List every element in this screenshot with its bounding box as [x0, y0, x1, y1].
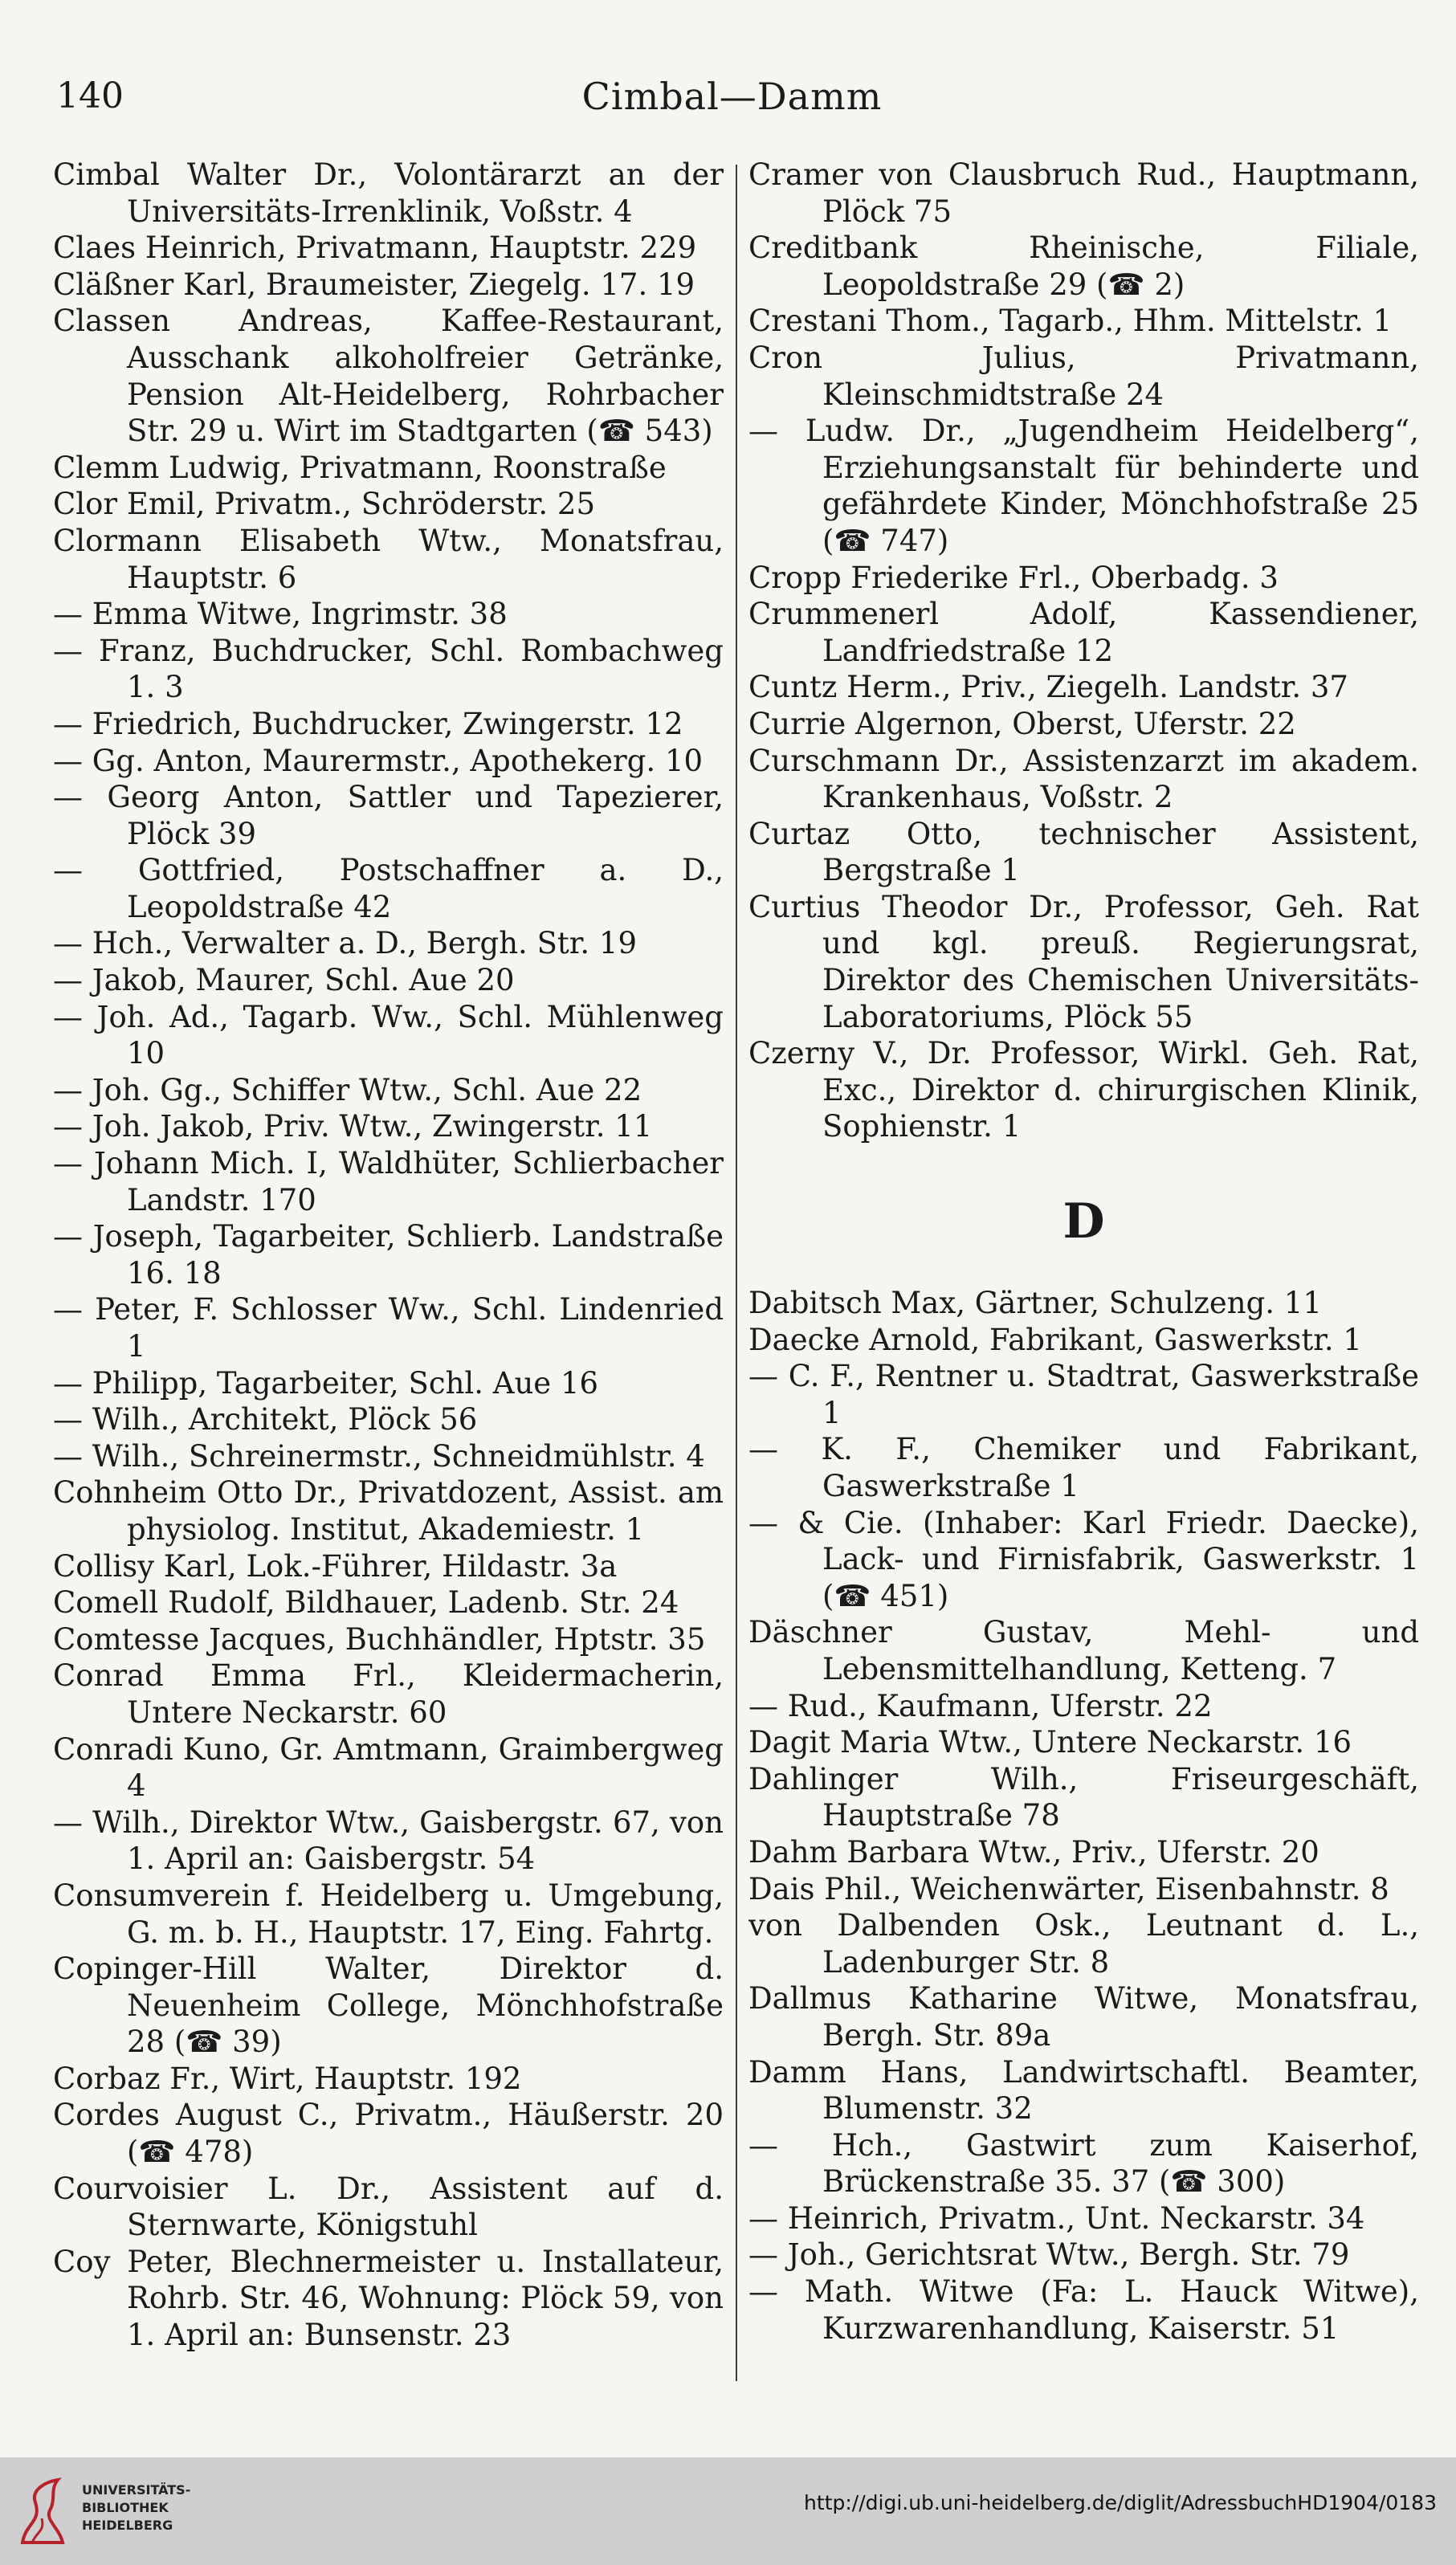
directory-entry: — Rud., Kaufmann, Uferstr. 22 — [748, 1688, 1213, 1723]
directory-entry: Cron Julius, Privatmann, Kleinschmidtstraße 24 — [748, 340, 1419, 412]
directory-entry: Courvoisier L. Dr., Assistent auf d. Sternwarte, Königstuhl — [53, 2171, 724, 2243]
directory-entry: Cimbal Walter Dr., Volontärarzt an der Universitäts-Irrenklinik, Voßstr. 4 — [53, 157, 724, 229]
directory-entry: Conradi Kuno, Gr. Amtmann, Graimbergweg 4 — [53, 1731, 724, 1804]
directory-entry: — Heinrich, Privatm., Unt. Neckarstr. 34 — [748, 2200, 1365, 2236]
directory-entry: — Ludw. Dr., „Jugendheim Heidelberg“, Erziehungsanstalt für behinderte und gefährdete Kinder, Mönchhofstraße 25 (☎ 747) — [748, 414, 1419, 558]
directory-entry: Cuntz Herm., Priv., Ziegelh. Landstr. 37 — [748, 670, 1348, 705]
directory-entry: Creditbank Rheinische, Filiale, Leopoldstraße 29 (☎ 2) — [748, 230, 1419, 302]
directory-entry: — Wilh., Architekt, Plöck 56 — [53, 1402, 478, 1437]
left-column — [53, 157, 724, 2389]
directory-entry: von Dalbenden Osk., Leutnant d. L., Ladenburger Str. 8 — [748, 1908, 1419, 1980]
directory-entry: Däschner Gustav, Mehl- und Lebensmittelhandlung, Ketteng. 7 — [748, 1615, 1419, 1686]
right-column-top — [748, 157, 1419, 1145]
directory-entry: Curtius Theodor Dr., Professor, Geh. Rat und kgl. preuß. Regierungsrat, Direktor des Chemischen Universitäts-Laboratoriums, Plöck 55 — [748, 889, 1419, 1034]
directory-entry: — Gg. Anton, Maurermstr., Apothekerg. 10 — [53, 743, 704, 778]
directory-entry: Cohnheim Otto Dr., Privatdozent, Assist. am physiolog. Institut, Akademiestr. 1 — [53, 1475, 724, 1547]
directory-entry: — Math. Witwe (Fa: L. Hauck Witwe), Kurzwarenhandlung, Kaiserstr. 51 — [748, 2274, 1419, 2346]
directory-entry: Dagit Maria Wtw., Untere Neckarstr. 16 — [748, 1725, 1352, 1760]
directory-entry: — Gottfried, Postschaffner a. D., Leopoldstraße 42 — [53, 853, 724, 924]
directory-entry: — Joh. Jakob, Priv. Wtw., Zwingerstr. 11 — [53, 1109, 653, 1144]
directory-entry: Clemm Ludwig, Privatmann, Roonstraße — [53, 450, 667, 485]
directory-columns — [53, 157, 1419, 2389]
library-footer — [0, 2457, 1456, 2565]
directory-entry: — Emma Witwe, Ingrimstr. 38 — [53, 597, 508, 632]
directory-entry: Dabitsch Max, Gärtner, Schulzeng. 11 — [748, 1286, 1322, 1321]
page-header — [56, 68, 1408, 133]
directory-entry: — C. F., Rentner u. Stadtrat, Gaswerkstraße 1 — [748, 1359, 1419, 1430]
directory-entry: — Hch., Verwalter a. D., Bergh. Str. 19 — [53, 926, 638, 961]
directory-entry: — Jakob, Maurer, Schl. Aue 20 — [53, 963, 515, 998]
library-name — [82, 2481, 190, 2534]
directory-entry: — Joh. Ad., Tagarb. Ww., Schl. Mühlenweg 10 — [53, 999, 724, 1071]
directory-entry: Cordes August C., Privatm., Häußerstr. 20 (☎ 478) — [53, 2098, 724, 2170]
directory-entry: Damm Hans, Landwirtschaftl. Beamter, Blumenstr. 32 — [748, 2054, 1419, 2127]
directory-entry: Collisy Karl, Lok.-Führer, Hildastr. 3a — [53, 1548, 618, 1584]
directory-entry: — & Cie. (Inhaber: Karl Friedr. Daecke), Lack- und Firnisfabrik, Gaswerkstr. 1 (☎ 451) — [748, 1505, 1419, 1613]
directory-entry: Curschmann Dr., Assistenzarzt im akadem. Krankenhaus, Voßstr. 2 — [748, 743, 1419, 815]
directory-entry: — Wilh., Direktor Wtw., Gaisbergstr. 67, von 1. April an: Gaisbergstr. 54 — [53, 1804, 724, 1877]
directory-entry: Corbaz Fr., Wirt, Hauptstr. 192 — [53, 2061, 522, 2096]
directory-entry: Dahm Barbara Wtw., Priv., Uferstr. 20 — [748, 1834, 1319, 1870]
directory-entry: Curtaz Otto, technischer Assistent, Bergstraße 1 — [748, 816, 1419, 888]
directory-entry: Consumverein f. Heidelberg u. Umgebung, G. m. b. H., Hauptstr. 17, Eing. Fahrtg. — [53, 1878, 724, 1950]
right-column-bottom — [748, 1285, 1419, 2347]
directory-entry: Cramer von Clausbruch Rud., Hauptmann, Plöck 75 — [748, 157, 1419, 229]
directory-entry: — Georg Anton, Sattler und Tapezierer, Plöck 39 — [53, 780, 724, 851]
directory-entry: Comell Rudolf, Bildhauer, Ladenb. Str. 24 — [53, 1585, 679, 1621]
directory-entry: — Philipp, Tagarbeiter, Schl. Aue 16 — [53, 1365, 599, 1401]
library-logo-icon — [18, 2475, 67, 2547]
directory-entry: Classen Andreas, Kaffee-Restaurant, Ausschank alkoholfreier Getränke, Pension Alt-Heidelberg, Rohrbacher Str. 29 u. Wirt im Stadtgarten (☎ 543) — [53, 304, 724, 449]
directory-entry: — Johann Mich. I, Waldhüter, Schlierbacher Landstr. 170 — [53, 1146, 724, 1217]
directory-entry: Cläßner Karl, Braumeister, Ziegelg. 17. 19 — [53, 267, 695, 302]
directory-entry: Coy Peter, Blechnermeister u. Installateur, Rohrb. Str. 46, Wohnung: Plöck 59, von 1. April an: Bunsenstr. 23 — [53, 2244, 724, 2353]
directory-entry: Clormann Elisabeth Wtw., Monatsfrau, Hauptstr. 6 — [53, 523, 724, 595]
directory-entry: Comtesse Jacques, Buchhändler, Hptstr. 35 — [53, 1621, 706, 1657]
directory-entry: — Hch., Gastwirt zum Kaiserhof, Brückenstraße 35. 37 (☎ 300) — [748, 2127, 1419, 2200]
directory-entry: — Joh. Gg., Schiffer Wtw., Schl. Aue 22 — [53, 1072, 642, 1107]
column-divider — [736, 165, 737, 2381]
library-name-line: BIBLIOTHEK — [82, 2500, 169, 2515]
directory-entry: — Joh., Gerichtsrat Wtw., Bergh. Str. 79 — [748, 2237, 1350, 2273]
directory-entry: — Franz, Buchdrucker, Schl. Rombachweg 1. 3 — [53, 633, 724, 705]
directory-entry: Crestani Thom., Tagarb., Hhm. Mittelstr. 1 — [748, 304, 1393, 339]
directory-entry: Dallmus Katharine Witwe, Monatsfrau, Bergh. Str. 89a — [748, 1981, 1419, 2053]
directory-entry: — Friedrich, Buchdrucker, Zwingerstr. 12 — [53, 706, 683, 741]
directory-entry: — Peter, F. Schlosser Ww., Schl. Lindenried 1 — [53, 1292, 724, 1364]
directory-entry: Dahlinger Wilh., Friseurgeschäft, Hauptstraße 78 — [748, 1761, 1419, 1833]
directory-entry: Copinger-Hill Walter, Direktor d. Neuenheim College, Mönchhofstraße 28 (☎ 39) — [53, 1951, 724, 2060]
right-column — [748, 157, 1419, 2389]
directory-entry: — K. F., Chemiker und Fabrikant, Gaswerkstraße 1 — [748, 1432, 1419, 1503]
library-name-line: HEIDELBERG — [82, 2518, 173, 2533]
directory-entry: — Joseph, Tagarbeiter, Schlierb. Landstraße 16. 18 — [53, 1219, 724, 1291]
page-number: 140 — [56, 75, 124, 116]
library-name-line: UNIVERSITÄTS- — [82, 2482, 191, 2498]
directory-entry: Claes Heinrich, Privatmann, Hauptstr. 229 — [53, 230, 697, 266]
running-head: Cimbal—Damm — [581, 75, 883, 118]
directory-entry: Crummenerl Adolf, Kassendiener, Landfriedstraße 12 — [748, 597, 1419, 668]
directory-entry: Daecke Arnold, Fabrikant, Gaswerkstr. 1 — [748, 1322, 1362, 1357]
directory-entry: Currie Algernon, Oberst, Uferstr. 22 — [748, 706, 1296, 741]
directory-entry: Cropp Friederike Frl., Oberbadg. 3 — [748, 560, 1279, 595]
source-url-link[interactable]: http://digi.ub.uni-heidelberg.de/diglit/AdressbuchHD1904/0183 — [804, 2491, 1437, 2514]
directory-entry: Czerny V., Dr. Professor, Wirkl. Geh. Rat, Exc., Direktor d. chirurgischen Klinik, Sophienstr. 1 — [748, 1036, 1419, 1144]
section-letter: D — [1062, 1193, 1105, 1250]
directory-entry: Dais Phil., Weichenwärter, Eisenbahnstr. 8 — [748, 1871, 1389, 1906]
directory-entry: Clor Emil, Privatm., Schröderstr. 25 — [53, 487, 595, 522]
directory-entry: Conrad Emma Frl., Kleidermacherin, Untere Neckarstr. 60 — [53, 1658, 724, 1730]
directory-entry: — Wilh., Schreinermstr., Schneidmühlstr. 4 — [53, 1438, 705, 1474]
